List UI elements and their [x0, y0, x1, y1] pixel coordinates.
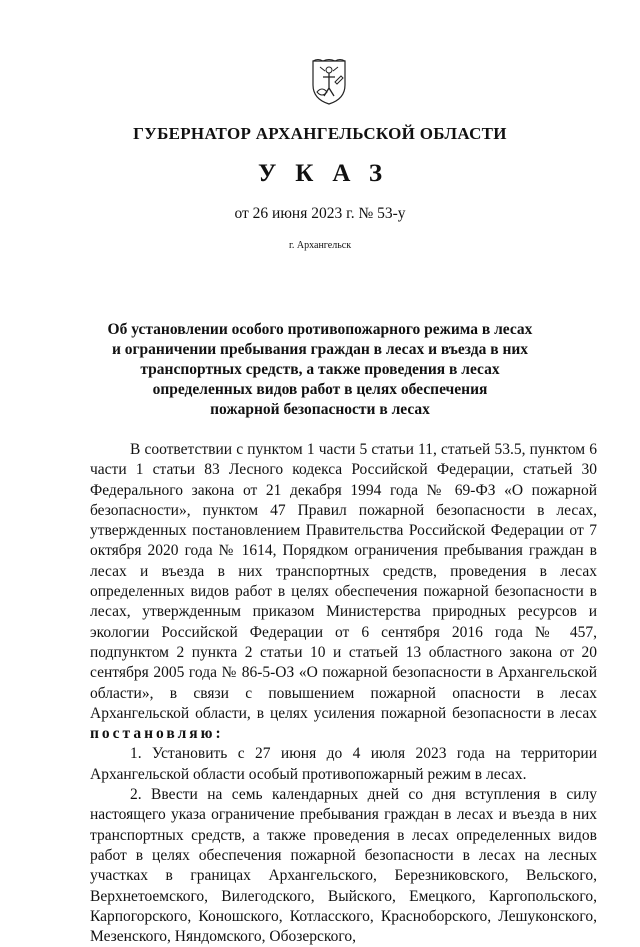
title-line: и ограничении пребывания граждан в лесах и въезда в них	[111, 341, 529, 358]
title-line: транспортных средств, а также проведения в лесах	[140, 361, 500, 378]
preamble-text: В соответствии с пунктом 1 части 5 статьи 11, статьей 53.5, пунктом 6 части 1 статьи 83 Лесного кодекса Российской Федерации, статьей 30 Федерального закона от 21 декабря 1994 года № 69-ФЗ «О пожарной безопасности», пунктом 47 Правил пожарной безопасности в лесах, утвержденных постановлением Правительства Российской Федерации от 7 октября 2020 года № 1614, Порядком ограничения пребывания граждан в лесах и въезда в них транспортных средств, проведения в лесах определенных видов работ в целях обеспечения пожарной безопасности в лесах, утвержденным приказом Министерства природных ресурсов и экологии Российской Федерации от 6 сентября 2016 года № 457, подпунктом 2 пункта 2 статьи 10 и статьей 13 областного закона от 20 сентября 2005 года № 86-5-ОЗ «О пожарной безопасности в Архангельской области», в связи с повышением пожарной опасности в лесах Архангельской области, в целях усиления пожарной безопасности в лесах	[90, 441, 597, 722]
item-1-paragraph: 1. Установить с 27 июня до 4 июля 2023 года на территории Архангельской области особый противопожарный режим в лесах.	[90, 745, 597, 783]
document-type: УКАЗ	[257, 160, 402, 187]
decree-colon: :	[215, 725, 224, 743]
item-2-paragraph: 2. Ввести на семь календарных дней со дня вступления в силу настоящего указа ограничение пребывания граждан в лесах и въезда в них транспортных средств, а также проведения в лесах определенных видов работ в целях обеспечения пожарной безопасности в лесах на лесных участках в границах Архангельского, Березниковского, Вельского, Верхнетоемского, Вилегодского, Выйского, Емецкого, Каргопольского, Карпогорского, Коношского, Котласского, Красноборского, Лешуконского, Мезенского, Няндомского, Обозерского,	[90, 786, 597, 946]
document-title	[90, 320, 550, 420]
coat-of-arms-icon	[310, 58, 348, 106]
decree-word: постановляю	[90, 725, 216, 743]
issuing-authority: ГУБЕРНАТОР АРХАНГЕЛЬСКОЙ ОБЛАСТИ	[133, 124, 507, 143]
title-line: пожарной безопасности в лесах	[210, 401, 430, 418]
document-date-number: от 26 июня 2023 г. № 53-у	[234, 205, 406, 222]
title-line: Об установлении особого противопожарного режима в лесах	[107, 321, 533, 338]
document-city: г. Архангельск	[288, 240, 352, 251]
document-body	[90, 440, 597, 947]
coat-of-arms-emblem	[310, 58, 348, 106]
title-line: определенных видов работ в целях обеспечения	[152, 381, 488, 398]
preamble-paragraph	[90, 440, 597, 744]
